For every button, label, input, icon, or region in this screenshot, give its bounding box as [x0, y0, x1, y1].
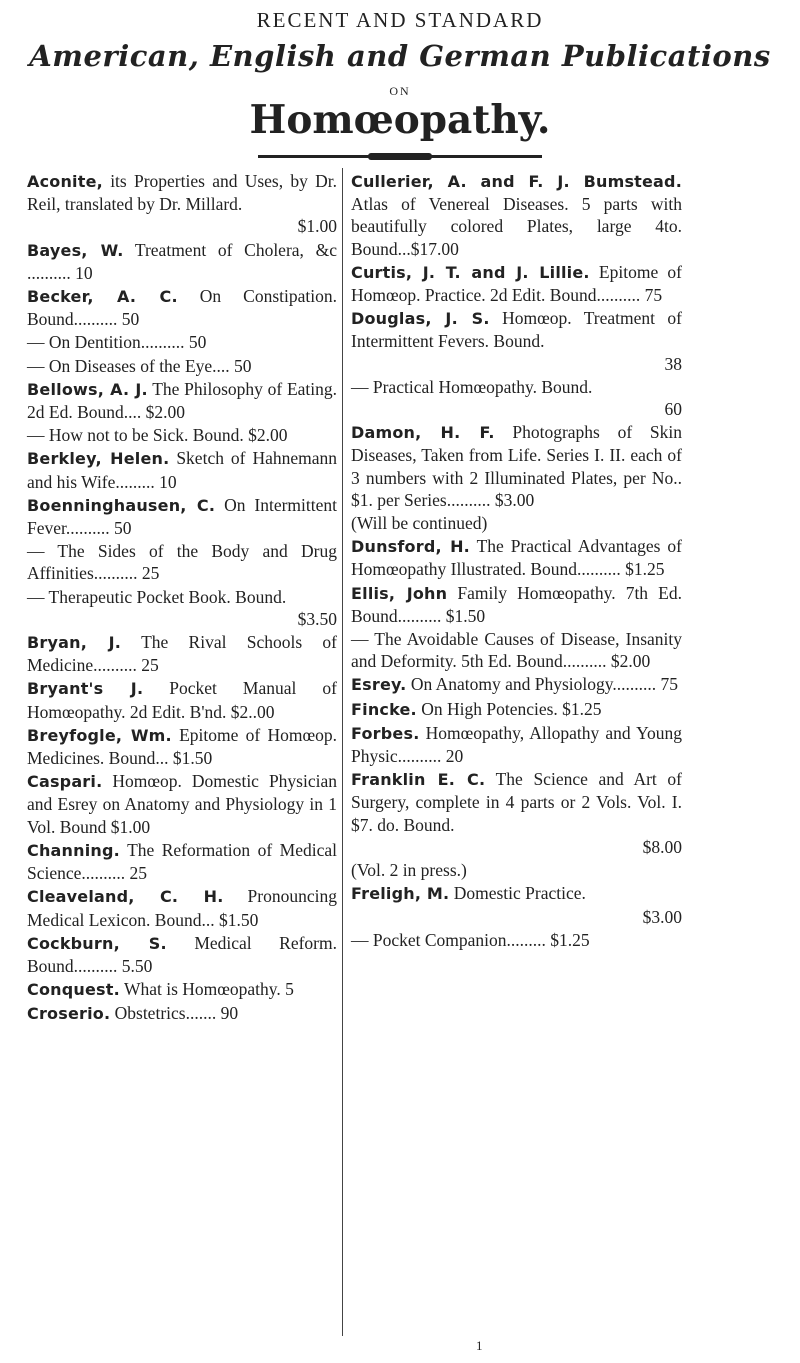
header-recent-standard: RECENT AND STANDARD [256, 8, 544, 32]
entry-price: $3.00 [642, 906, 682, 927]
entry-author: Croserio. [27, 1004, 111, 1024]
entry-author: Cullerier, A. and F. J. Bumstead. [351, 172, 682, 191]
catalog-entry [351, 859, 682, 881]
entry-author: Freligh, M. [351, 884, 450, 904]
entry-text: — Practical Homœopathy. Bound. [351, 376, 593, 397]
entry-text: — Pocket Companion......... $1.25 [351, 929, 590, 950]
entry-author: Franklin E. C. [351, 770, 486, 790]
entry-text: (Will be continued) [351, 513, 488, 534]
entry-text: (Vol. 2 in press.) [351, 860, 467, 881]
entry-author: Cockburn, S. [27, 933, 167, 953]
entry-price: 38 [664, 353, 682, 374]
entry-author: Berkley, Helen. [27, 449, 170, 469]
catalog-entry [27, 770, 337, 838]
entry-text: Photographs of Skin Diseases, Taken from Life. Series I. II. each of 3 numbers with 2 Illuminated Plates, per No.. $1. per Series.......... $3.00 [351, 422, 682, 510]
entry-text: Pocket Manual of Homœopathy. 2d Edit. B'nd. $2..00 [27, 678, 337, 722]
entry-text: — How not to be Sick. Bound. $2.00 [27, 425, 288, 446]
entry-text: On Anatomy and Physiology.......... 75 [410, 674, 679, 695]
ornamental-rule [258, 155, 542, 158]
entry-text: What is Homœopathy. 5 [123, 979, 294, 1000]
entry-author: Ellis, John [351, 583, 448, 603]
entry-author: Breyfogle, Wm. [27, 725, 172, 745]
entry-text: Epitome of Homœop. Medicines. Bound... $1.50 [27, 724, 338, 769]
entry-author: Douglas, J. S. [351, 309, 490, 329]
entry-author: Cleaveland, C. H. [27, 887, 224, 907]
entry-author: Becker, A. C. [27, 287, 178, 307]
entry-text: Epitome of Homœop. Practice. 2d Edit. Bound.......... 75 [351, 261, 683, 306]
catalog-entry [351, 628, 682, 672]
entry-text: Homœop. Domestic Physician and Esrey on Anatomy and Physiology in 1 Vol. Bound $1.00 [27, 771, 337, 837]
catalog-entry [27, 447, 337, 492]
catalog-entry [27, 677, 337, 722]
entry-text: On Constipation. Bound.......... 50 [27, 286, 337, 330]
entry-text: The Practical Advantages of Homœopathy Illustrated. Bound.......... $1.25 [351, 536, 682, 580]
catalog-entry [27, 378, 337, 423]
catalog-entry [351, 170, 682, 260]
entry-price: $8.00 [642, 836, 682, 857]
entry-author: Conquest. [27, 980, 120, 1000]
entry-text: The Science and Art of Surgery, complete in 4 parts or 2 Vols. Vol. I. $7. do. Bound. [351, 769, 682, 835]
catalog-entry [27, 331, 337, 353]
catalog-entry [351, 768, 682, 858]
column-divider [342, 168, 343, 1336]
catalog-entry [27, 355, 337, 377]
catalog-entry [351, 722, 682, 767]
catalog-entry [351, 307, 682, 375]
entry-author: Fincke. [351, 699, 417, 719]
catalog-entry [27, 494, 337, 539]
entry-author: Boenninghausen, C. [27, 495, 216, 515]
header-on: ON [389, 84, 411, 98]
entry-text: Obstetrics....... 90 [114, 1003, 239, 1024]
header-homoeopathy: Homœopathy. [249, 97, 551, 143]
catalog-entry [351, 582, 682, 627]
entry-text: — On Diseases of the Eye.... 50 [27, 355, 252, 376]
catalog-entry [27, 932, 337, 977]
catalog-entry [27, 839, 337, 884]
catalog-entry [27, 724, 337, 769]
entry-text: Sketch of Hahnemann and his Wife......... 10 [27, 448, 337, 492]
catalog-entry [27, 285, 337, 330]
entry-text: On Intermittent Fever.......... 50 [27, 494, 337, 539]
entry-author: Bryan, J. [27, 633, 122, 653]
entry-price: 60 [664, 399, 682, 420]
entry-price: $1.00 [297, 216, 337, 237]
entry-author: Bellows, A. J. [27, 379, 148, 399]
catalog-entry [27, 885, 337, 930]
entry-author: Forbes. [351, 723, 420, 743]
catalog-entry [351, 698, 682, 721]
entry-text: Homœop. Treatment of Intermittent Fevers. Bound. [351, 308, 682, 352]
entry-text: — On Dentition.......... 50 [27, 332, 207, 353]
entry-text: The Philosophy of Eating. 2d Ed. Bound.... $2.00 [27, 378, 338, 423]
entry-text: Domestic Practice. [453, 883, 586, 904]
entry-text: Pronouncing Medical Lexicon. Bound... $1.50 [27, 886, 337, 930]
catalog-entry [351, 882, 682, 927]
page-folio: 1 [476, 1338, 483, 1353]
entry-text: Homœopathy, Allopathy and Young Physic.......... 20 [351, 722, 682, 767]
right-column [351, 170, 682, 952]
entry-text: — The Sides of the Body and Drug Affinities.......... 25 [27, 541, 337, 584]
catalog-entry [27, 978, 337, 1001]
catalog-entry [351, 929, 682, 951]
entry-text: Medical Reform. Bound.......... 5.50 [27, 932, 338, 976]
header-publications: American, English and German Publications [29, 39, 771, 73]
catalog-entry [351, 673, 682, 696]
entry-author: Damon, H. F. [351, 423, 495, 443]
entry-author: Bryant's J. [27, 679, 144, 699]
entry-text: — The Avoidable Causes of Disease, Insanity and Deformity. 5th Ed. Bound.......... $2.00 [351, 629, 682, 672]
entry-price: $3.50 [297, 608, 337, 629]
entry-text: Atlas of Venereal Diseases. 5 parts with beautifully colored Plates, large 4to. Bound...$17.00 [351, 194, 682, 259]
catalog-entry [27, 631, 337, 676]
catalog-entry [27, 540, 337, 584]
catalog-entry [351, 421, 682, 511]
catalog-entry [351, 535, 682, 580]
entry-text: On High Potencies. $1.25 [421, 698, 602, 719]
catalog-entry [27, 239, 337, 284]
left-column [27, 170, 337, 1027]
entry-text: The Reformation of Medical Science.......... 25 [27, 839, 337, 884]
entry-text: its Properties and Uses, by Dr. Reil, translated by Dr. Millard. [27, 171, 337, 215]
entry-author: Channing. [27, 840, 120, 860]
catalog-entry [27, 1002, 337, 1025]
entry-text: The Rival Schools of Medicine.......... 25 [27, 632, 338, 676]
catalog-entry [27, 170, 337, 238]
entry-author: Aconite, [27, 172, 103, 191]
entry-author: Esrey. [351, 675, 407, 695]
entry-author: Dunsford, H. [351, 537, 470, 557]
entry-text: — Therapeutic Pocket Book. Bound. [27, 586, 287, 607]
catalog-entry [351, 376, 682, 420]
catalog-entry [351, 512, 682, 534]
entry-author: Bayes, W. [27, 240, 124, 260]
catalog-entry [27, 424, 337, 446]
entry-author: Caspari. [27, 772, 103, 792]
catalog-entry [27, 586, 337, 630]
entry-text: Treatment of Cholera, &c .......... 10 [27, 239, 337, 283]
entry-text: Family Homœopathy. 7th Ed. Bound.......... $1.50 [351, 582, 682, 626]
entry-author: Curtis, J. T. and J. Lillie. [351, 262, 590, 282]
catalog-entry [351, 261, 682, 306]
